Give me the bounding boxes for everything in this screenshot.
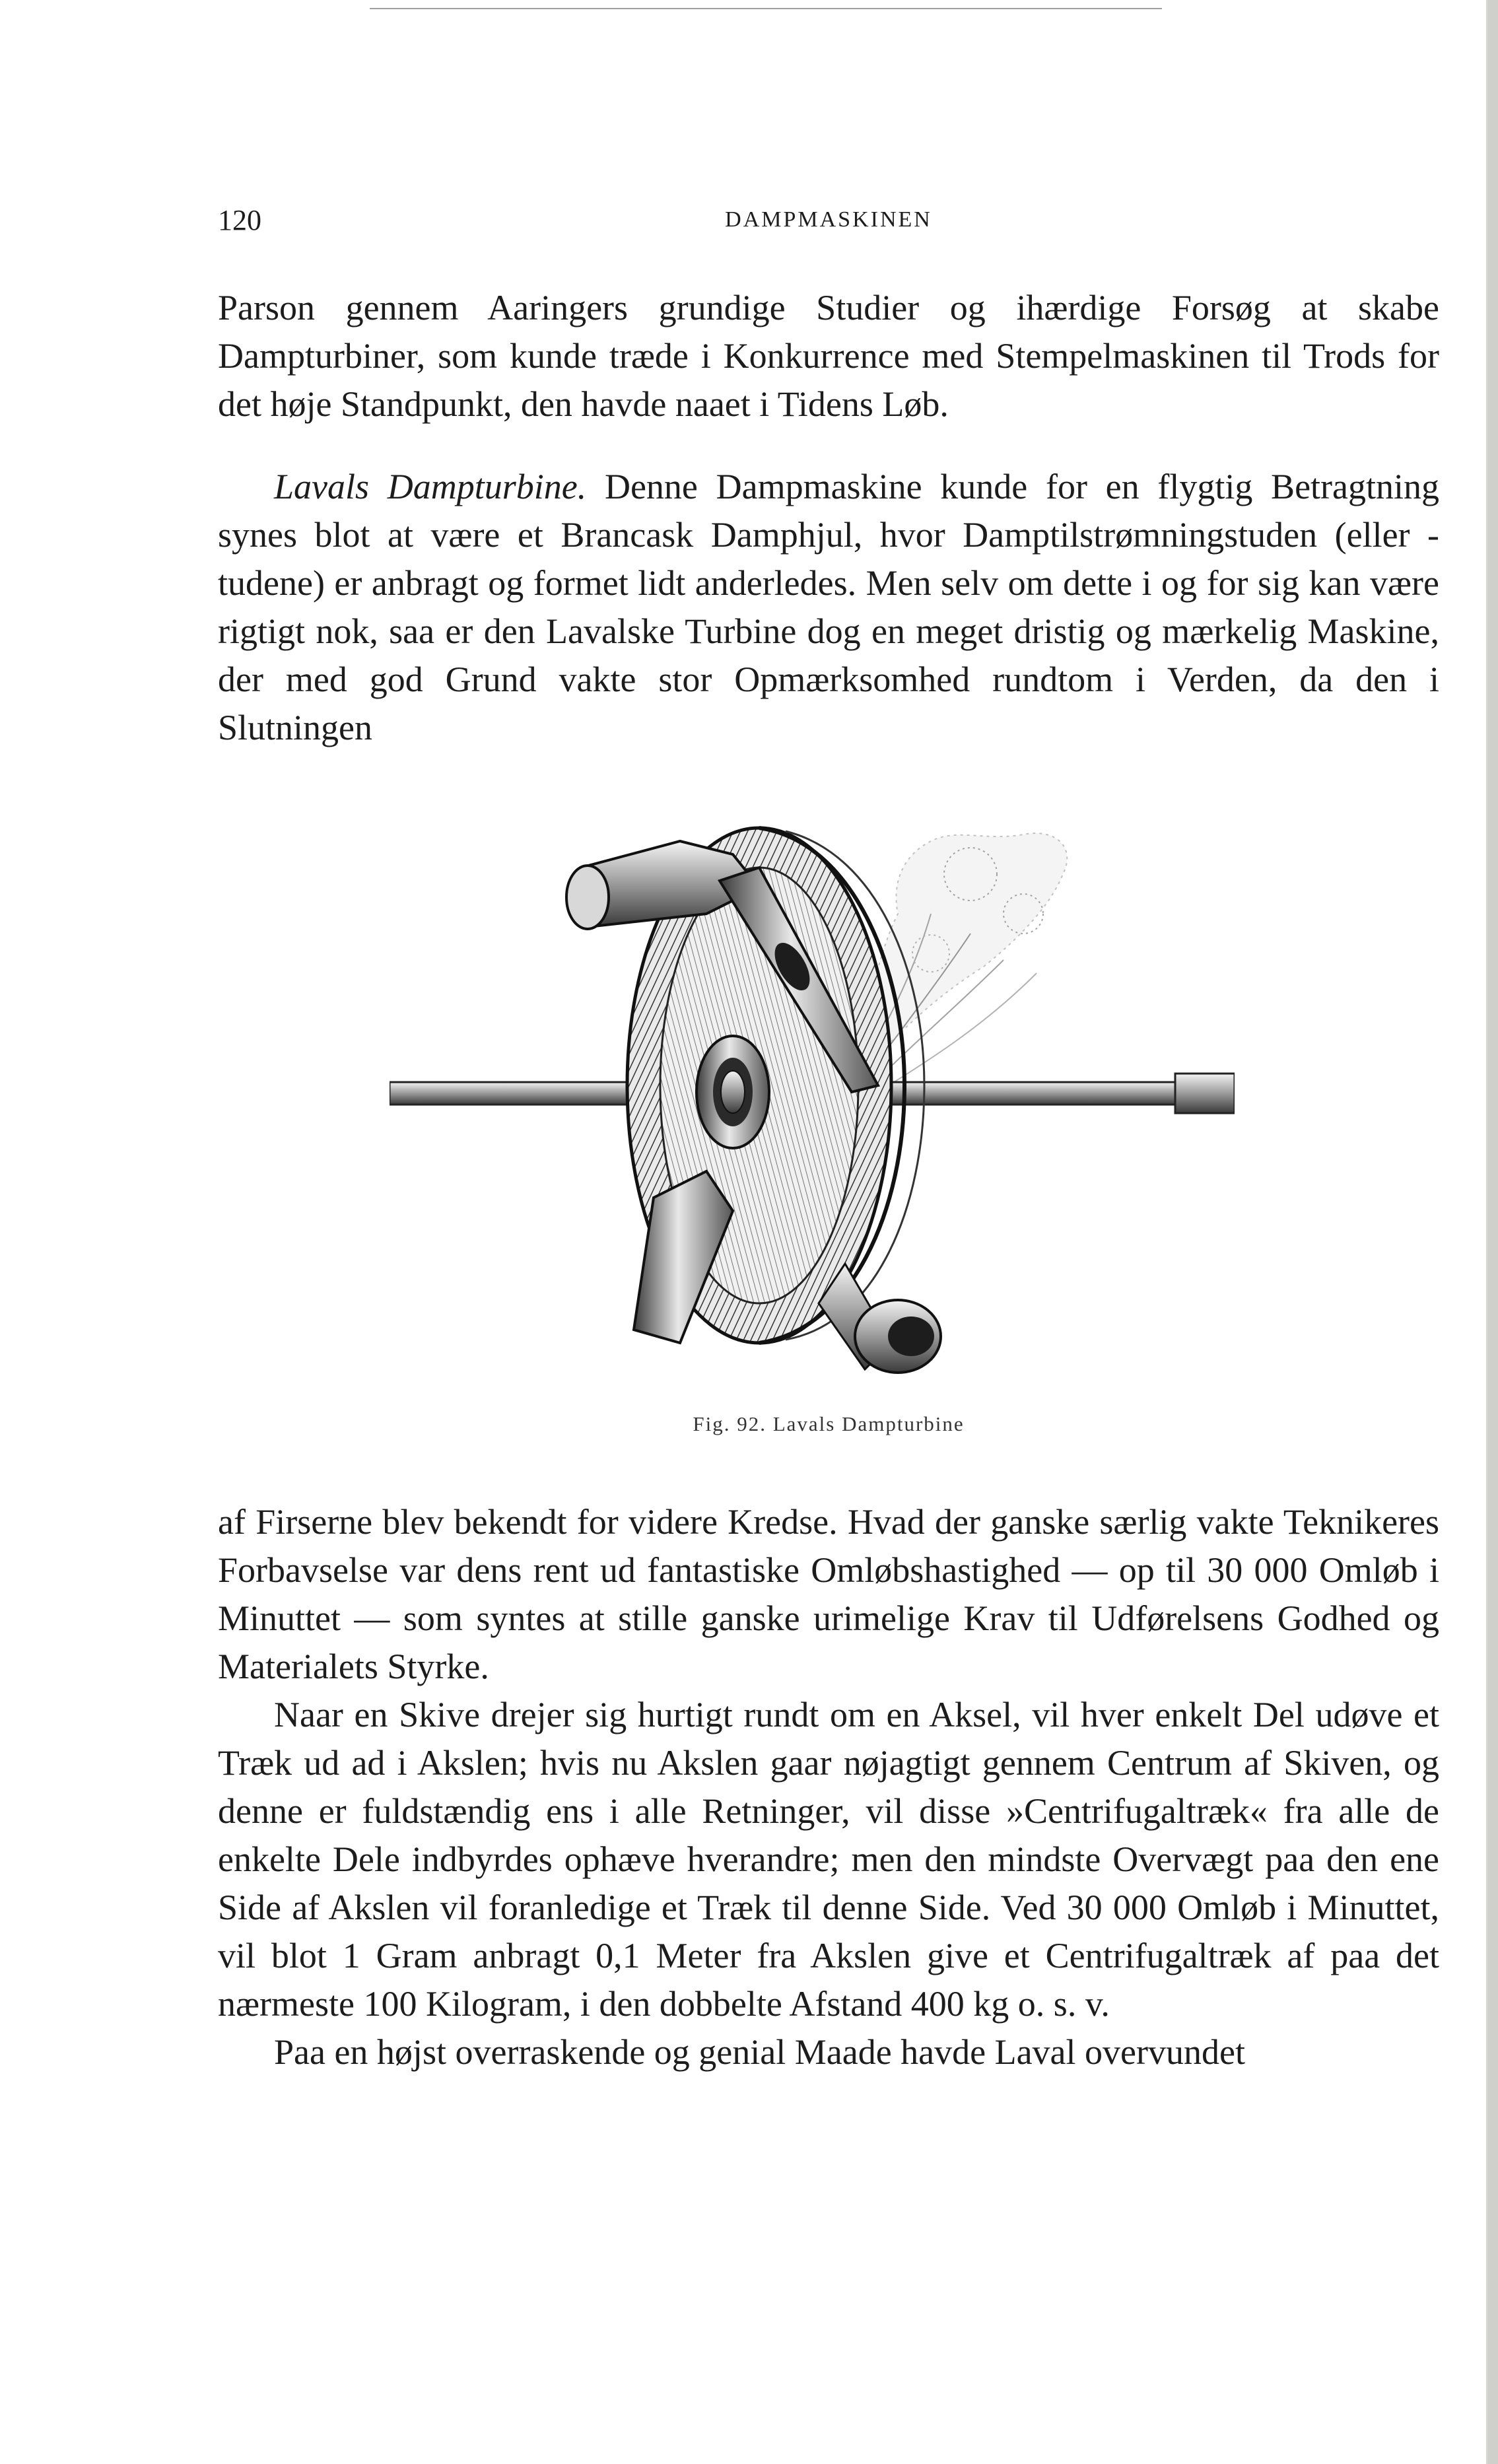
paragraph-2 [218,463,1439,752]
running-title: DAMPMASKINEN [725,207,932,232]
section-title: Lavals Dampturbine. [274,467,587,506]
running-head [218,198,1439,238]
paragraph-2-body: Denne Dampmaskine kunde for en flygtig Betragtning synes blot at være et Brancask Damphjul, hvor Damptilstrømningstuden (eller -tudene) er anbragt og formet lidt anderledes. Men selv om dette i og for sig kan være rigtigt nok, saa er den Lavalske Turbine dog en meget dristig og mærkelig Maskine, der med god Grund vakte stor Opmærksomhed rundtom i Verden, da den i Slutningen [218,467,1439,747]
book-page [218,198,1439,2076]
turbine-illustration [390,802,1235,1396]
top-rule [370,8,1162,9]
paragraph-1: Parson gennem Aaringers grundige Studier og ihærdige Forsøg at skabe Dampturbiner, som kunde træde i Konkurrence med Stempelmaskinen til Trods for det høje Standpunkt, den havde naaet i Tidens Løb. [218,288,1439,424]
page-number: 120 [218,204,261,236]
paragraph-4: Naar en Skive drejer sig hurtigt rundt om en Aksel, vil hver enkelt Del udøve et Træk ud ad i Akslen; hvis nu Akslen gaar nøjagtigt gennem Centrum af Skiven, og denne er fuldstændig ens i alle Retninger, vil disse »Centrifugaltræk« fra alle de enkelte Dele indbyrdes ophæve hverandre; men den mindste Overvægt paa den ene Side af Akslen vil foranledige et Træk til denne Side. Ved 30 000 Omløb i Minuttet, vil blot 1 Gram anbragt 0,1 Meter fra Akslen give et Centrifugaltræk af paa det nærmeste 100 Kilogram, i den dobbelte Afstand 400 kg o. s. v. [218,1695,1439,2024]
page-edge [1488,0,1498,2464]
figure-92 [218,802,1439,1462]
paragraph-3: af Firserne blev bekendt for videre Kredse. Hvad der ganske særlig vakte Teknikeres Forbavselse var dens rent ud fantastiske Omløbshastighed — op til 30 000 Omløb i Minuttet — som syntes at stille ganske urimelige Krav til Udførelsens Godhed og Materialets Styrke. [218,1502,1439,1686]
paragraph-5: Paa en højst overraskende og genial Maade havde Laval overvundet [274,2032,1245,2072]
hub [697,1036,769,1148]
figure-caption: Fig. 92. Lavals Dampturbine [693,1412,965,1435]
